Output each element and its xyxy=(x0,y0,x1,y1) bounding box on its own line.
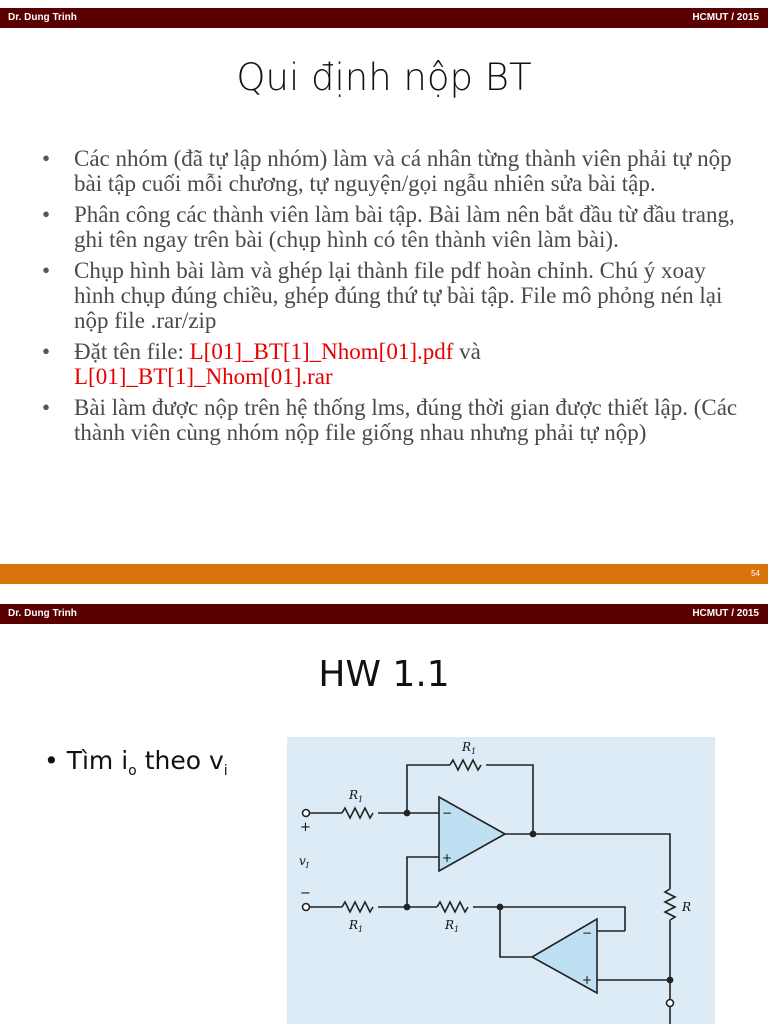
input-resistor-2-label: $R_1$ xyxy=(349,918,364,934)
bullet-item xyxy=(40,339,740,389)
task-subscript-o: o xyxy=(128,763,137,779)
junction-dot-icon xyxy=(404,904,409,909)
task-text-mid: theo v xyxy=(136,746,224,775)
institution-label: HCMUT / 2015 xyxy=(692,12,759,23)
bullet-text: Bài làm được nộp trên hệ thống lms, đúng thời gian được thiết lập. (Các thành viên cùng nhóm nộp file giống nhau nhưng phải tự nộp) xyxy=(74,395,738,445)
bullet-dot-icon: • xyxy=(42,202,51,227)
slide-2 xyxy=(0,598,768,1024)
bullet-text: Phân công các thành viên làm bài tập. Bài làm nên bắt đầu từ đầu trang, ghi tên ngay trên bài (chụp hình có tên thành viên làm bài). xyxy=(74,202,735,252)
wire xyxy=(473,907,625,931)
wire xyxy=(500,907,532,957)
bullet-dot-icon: • xyxy=(42,395,51,420)
input-terminal-plus-icon xyxy=(303,810,310,817)
slide-title: Qui định nộp BT xyxy=(236,56,532,99)
load-resistor-label: R xyxy=(682,900,692,914)
input-voltage-label: $v_I$ xyxy=(299,854,309,870)
circuit-svg xyxy=(287,737,715,1024)
series-resistor-icon xyxy=(437,902,468,912)
file-name-rar: L[01]_BT[1]_Nhom[01].rar xyxy=(74,364,333,389)
slide-separator xyxy=(0,590,768,598)
bullet-dot-icon: • xyxy=(42,146,51,171)
opamp-1-plus-label: + xyxy=(442,851,453,865)
junction-dot-icon xyxy=(404,810,409,815)
opamp-1-minus-label: − xyxy=(442,806,453,820)
task-bullet xyxy=(44,746,228,779)
plus-sign-label: + xyxy=(300,820,311,835)
bullet-dot-icon: • xyxy=(42,339,51,364)
load-resistor-icon xyxy=(665,889,675,920)
bullet-item xyxy=(40,146,740,196)
file-name-prefix: Đặt tên file: xyxy=(74,339,190,364)
slide-header-bar xyxy=(0,8,768,28)
bullet-dot-icon: • xyxy=(42,258,51,283)
bullet-text: Các nhóm (đã tự lập nhóm) làm và cá nhân từng thành viên phải tự nộp bài tập cuối mỗi chương, tự nguyện/gọi ngẫu nhiên sửa bài tập. xyxy=(74,146,732,196)
slide-footer-bar xyxy=(0,564,768,584)
bullet-list xyxy=(40,146,740,451)
input-terminal-minus-icon xyxy=(303,904,310,911)
opamp-2-minus-label: − xyxy=(582,926,593,940)
wire xyxy=(486,765,533,834)
page-number: 54 xyxy=(751,569,760,578)
slide-header-bar xyxy=(0,604,768,624)
bullet-item xyxy=(40,395,740,445)
bullet-item xyxy=(40,258,740,333)
slide-title: HW 1.1 xyxy=(318,654,450,695)
circuit-diagram xyxy=(287,737,715,1024)
junction-dot-icon xyxy=(667,977,672,982)
junction-dot-icon xyxy=(530,831,535,836)
wire xyxy=(407,857,439,907)
bullet-item xyxy=(40,202,740,252)
output-terminal-icon xyxy=(667,1000,674,1007)
input-resistor-label: $R_1$ xyxy=(349,788,364,804)
bullet-dot-icon: • xyxy=(44,746,67,775)
bullet-text: Chụp hình bài làm và ghép lại thành file pdf hoàn chỉnh. Chú ý xoay hình chụp đúng chiều, ghép đúng thứ tự bài tập. File mô phỏng nén lại nộp file .rar/zip xyxy=(74,258,723,333)
feedback-resistor-icon xyxy=(450,760,481,770)
task-subscript-i: i xyxy=(223,763,228,779)
task-text: Tìm i xyxy=(66,746,129,775)
institution-label: HCMUT / 2015 xyxy=(692,608,759,619)
opamp-2-plus-label: + xyxy=(582,973,593,987)
wire xyxy=(505,834,670,889)
input-resistor-icon xyxy=(342,808,373,818)
file-name-conjunction: và xyxy=(453,339,481,364)
input-resistor-2-icon xyxy=(342,902,373,912)
feedback-resistor-label: $R_1$ xyxy=(462,740,477,756)
series-resistor-label: $R_1$ xyxy=(445,918,460,934)
minus-sign-label: − xyxy=(300,886,311,901)
file-name-pdf: L[01]_BT[1]_Nhom[01].pdf xyxy=(189,339,454,364)
author-label: Dr. Dung Trinh xyxy=(8,608,77,619)
author-label: Dr. Dung Trinh xyxy=(8,12,77,23)
